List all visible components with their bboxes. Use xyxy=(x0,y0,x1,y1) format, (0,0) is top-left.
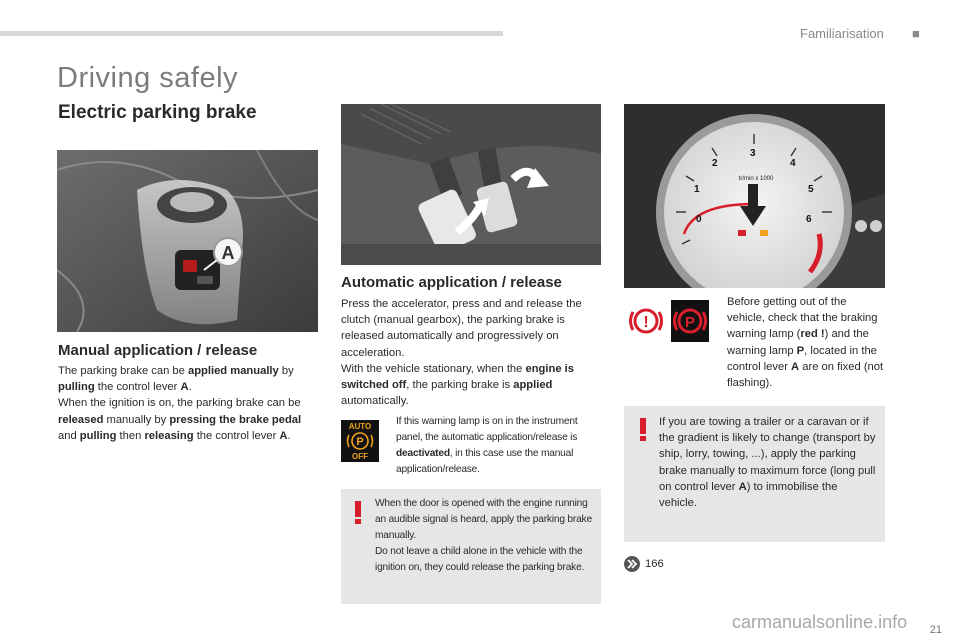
door-warning-box xyxy=(341,489,601,604)
page-title: Driving safely xyxy=(57,62,239,94)
svg-text:0: 0 xyxy=(696,214,702,225)
svg-text:P: P xyxy=(684,314,696,331)
svg-text:5: 5 xyxy=(808,184,814,195)
page-number: 21 xyxy=(929,624,942,636)
brake-warning-lamp-icon xyxy=(627,300,665,342)
manual-heading: Manual application / release xyxy=(58,342,258,359)
section-name: Familiarisation xyxy=(800,26,884,41)
section-subtitle: Electric parking brake xyxy=(58,102,257,123)
tachometer-photo xyxy=(624,104,885,288)
manual-text: The parking brake can be applied manually by pulling the control lever A. When the ignition is on, the parking brake can be released manually by pressing the brake pedal and pulling then releasing the control lever A. xyxy=(58,365,302,442)
warning-exclamation-icon xyxy=(637,418,649,442)
svg-text:2: 2 xyxy=(712,158,718,169)
towing-warning-text: If you are towing a trailer or a caravan or if the gradient is likely to change (transport by ship, lorry, towing, ...), apply the parking brake manually to maximum force (long pull on control lever A) to immobilise the vehicle. xyxy=(659,416,876,510)
parking-p-lamp-icon xyxy=(671,300,709,342)
svg-text:tr/min x 1000: tr/min x 1000 xyxy=(738,176,774,182)
door-warning-text: When the door is opened with the engine running an audible signal is heard, apply the parking brake manually. Do not leave a child alone in the vehicle with the ignition on, they could release the parking brake. xyxy=(375,498,592,573)
lever-a-label: A xyxy=(221,243,235,263)
svg-text:3: 3 xyxy=(750,148,756,159)
lamp-note: If this warning lamp is on in the instrument panel, the automatic application/release is deactivated, in this case use the manual application/release. xyxy=(396,416,578,475)
before-leaving-text: Before getting out of the vehicle, check that the braking warning lamp (red !) and the warning lamp P, located in the control lever A are on fixed (not flashing). xyxy=(727,296,884,390)
svg-text:4: 4 xyxy=(790,158,796,169)
svg-text:!: ! xyxy=(643,314,649,331)
watermark: carmanualsonline.info xyxy=(732,612,908,632)
svg-text:6: 6 xyxy=(806,214,812,225)
console-photo xyxy=(57,150,318,332)
auto-off-icon xyxy=(341,420,379,462)
automatic-heading: Automatic application / release xyxy=(341,274,562,291)
header-bar xyxy=(0,31,503,36)
automatic-text: Press the accelerator, press and and release the clutch (manual gearbox), the parking brake is released automatically and progressively on acceleration. With the vehicle stationary, when the engine is switched off, the parking brake is applied automatically. xyxy=(341,298,582,408)
page-reference-icon[interactable] xyxy=(624,556,640,572)
svg-text:P: P xyxy=(356,436,364,448)
warning-exclamation-icon xyxy=(352,501,364,525)
svg-text:AUTO: AUTO xyxy=(348,422,372,431)
page-reference[interactable]: 166 xyxy=(645,558,664,570)
svg-text:OFF: OFF xyxy=(352,452,368,461)
towing-warning-box xyxy=(624,406,885,542)
pedals-photo xyxy=(341,104,601,265)
section-marker: ■ xyxy=(912,26,920,41)
svg-text:1: 1 xyxy=(694,184,700,195)
